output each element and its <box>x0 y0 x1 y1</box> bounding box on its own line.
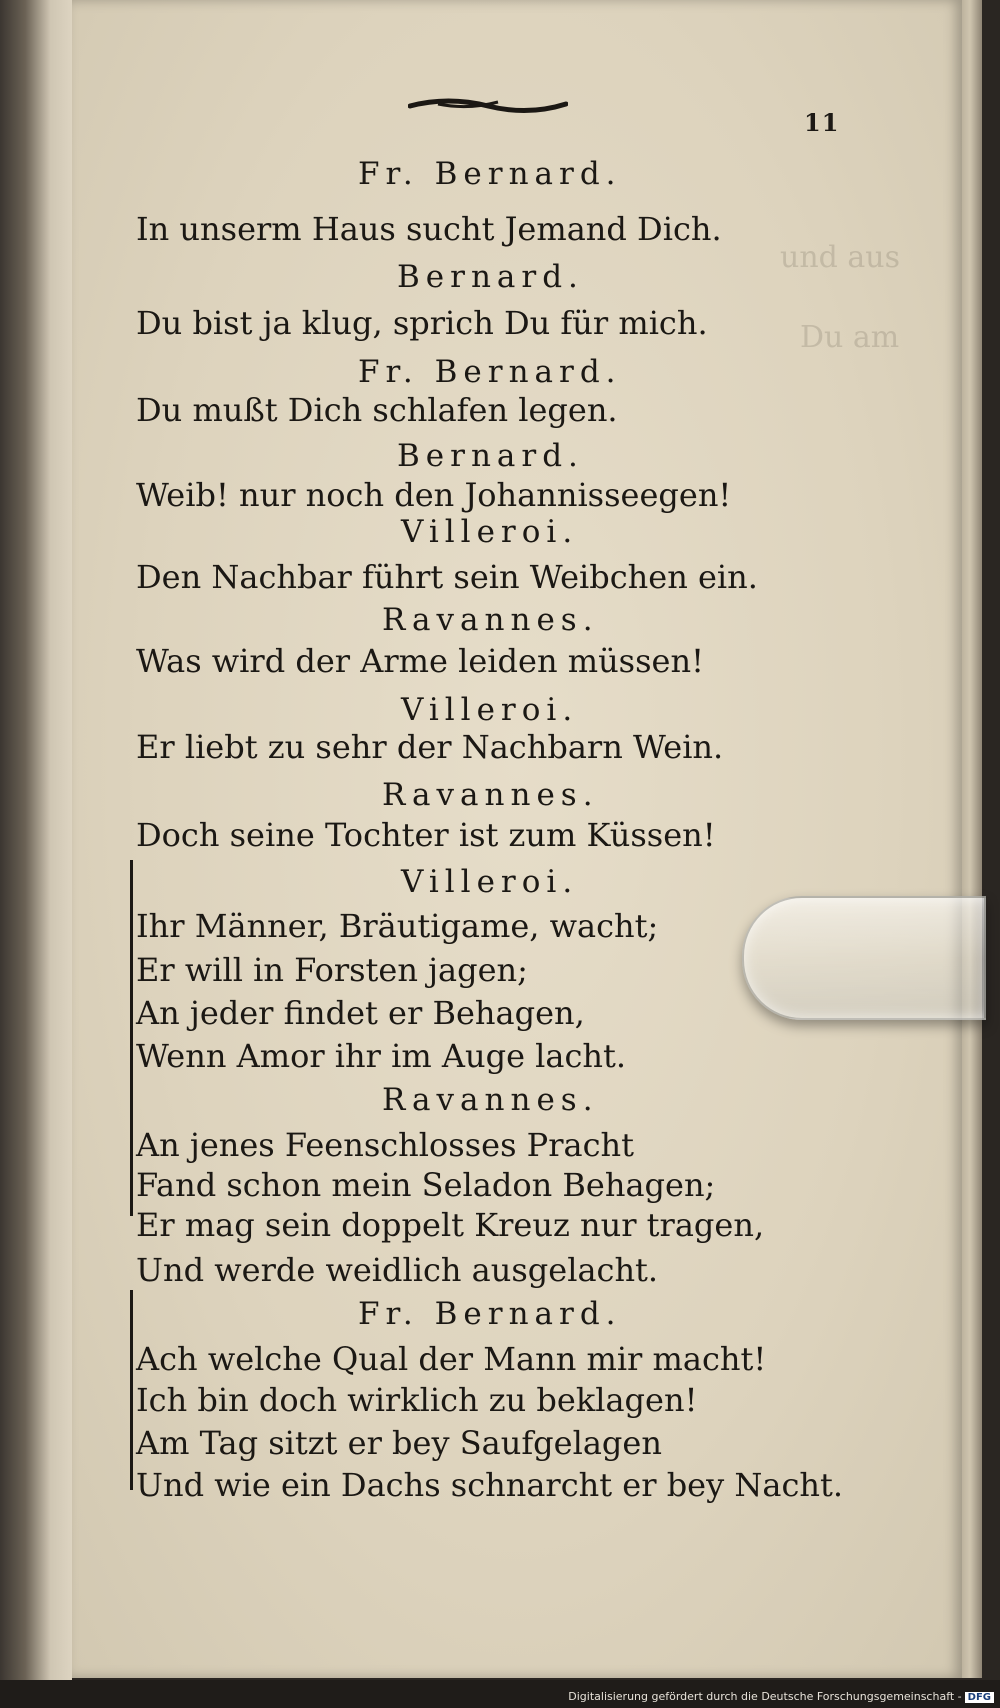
speaker-name: Villeroi. <box>401 692 579 728</box>
verse-line: Den Nachbar führt sein Weibchen ein. <box>136 558 758 596</box>
dfg-logo: DFG <box>965 1692 994 1703</box>
verse-line: Und wie ein Dachs schnarcht er bey Nacht. <box>136 1466 843 1504</box>
verse-line: Was wird der Arme leiden müssen! <box>136 642 704 680</box>
verse-line: Er will in Forsten jagen; <box>136 951 528 989</box>
verse-line: Du bist ja klug, sprich Du für mich. <box>136 304 708 342</box>
verse-line: Ach welche Qual der Mann mir macht! <box>136 1340 767 1378</box>
show-through-text: und aus <box>780 240 900 275</box>
speaker-name: Ravannes. <box>382 777 599 813</box>
speaker-name: Fr. Bernard. <box>358 156 622 192</box>
speaker-name: Fr. Bernard. <box>358 354 622 390</box>
page-number: 11 <box>804 108 840 137</box>
verse-line: Er mag sein doppelt Kreuz nur tragen, <box>136 1206 765 1244</box>
stanza-bracket <box>130 860 139 1216</box>
verse-line: Ihr Männer, Bräutigame, wacht; <box>136 907 659 945</box>
speaker-name: Ravannes. <box>382 602 599 638</box>
verse-line: Am Tag sitzt er bey Saufgelagen <box>136 1424 662 1462</box>
ornament-rule <box>408 94 568 116</box>
left-page-edge <box>0 0 72 1680</box>
verse-line: Ich bin doch wirklich zu beklagen! <box>136 1381 698 1419</box>
verse-line: Du mußt Dich schlafen legen. <box>136 391 618 429</box>
magnifier-lens[interactable] <box>742 896 986 1020</box>
footer-credit <box>568 1690 994 1703</box>
verse-line: An jenes Feenschlosses Pracht <box>136 1126 634 1164</box>
credit-text: Digitalisierung gefördert durch die Deutsche Forschungsgemeinschaft - <box>568 1690 962 1703</box>
speaker-name: Bernard. <box>397 259 584 295</box>
speaker-name: Bernard. <box>397 438 584 474</box>
verse-line: In unserm Haus sucht Jemand Dich. <box>136 210 722 248</box>
show-through-text: Du am <box>800 320 900 355</box>
speaker-name: Villeroi. <box>401 514 579 550</box>
verse-line: Doch seine Tochter ist zum Küssen! <box>136 816 716 854</box>
verse-line: Fand schon mein Seladon Behagen; <box>136 1166 716 1204</box>
right-page-edge <box>962 0 982 1678</box>
speaker-name: Ravannes. <box>382 1082 599 1118</box>
speaker-name: Villeroi. <box>401 864 579 900</box>
speaker-name: Fr. Bernard. <box>358 1296 622 1332</box>
verse-line: Er liebt zu sehr der Nachbarn Wein. <box>136 728 724 766</box>
stanza-bracket <box>130 1290 139 1490</box>
verse-line: Wenn Amor ihr im Auge lacht. <box>136 1037 627 1075</box>
verse-line: An jeder findet er Behagen, <box>136 994 585 1032</box>
verse-line: Weib! nur noch den Johannisseegen! <box>136 476 732 514</box>
verse-line: Und werde weidlich ausgelacht. <box>136 1251 659 1289</box>
